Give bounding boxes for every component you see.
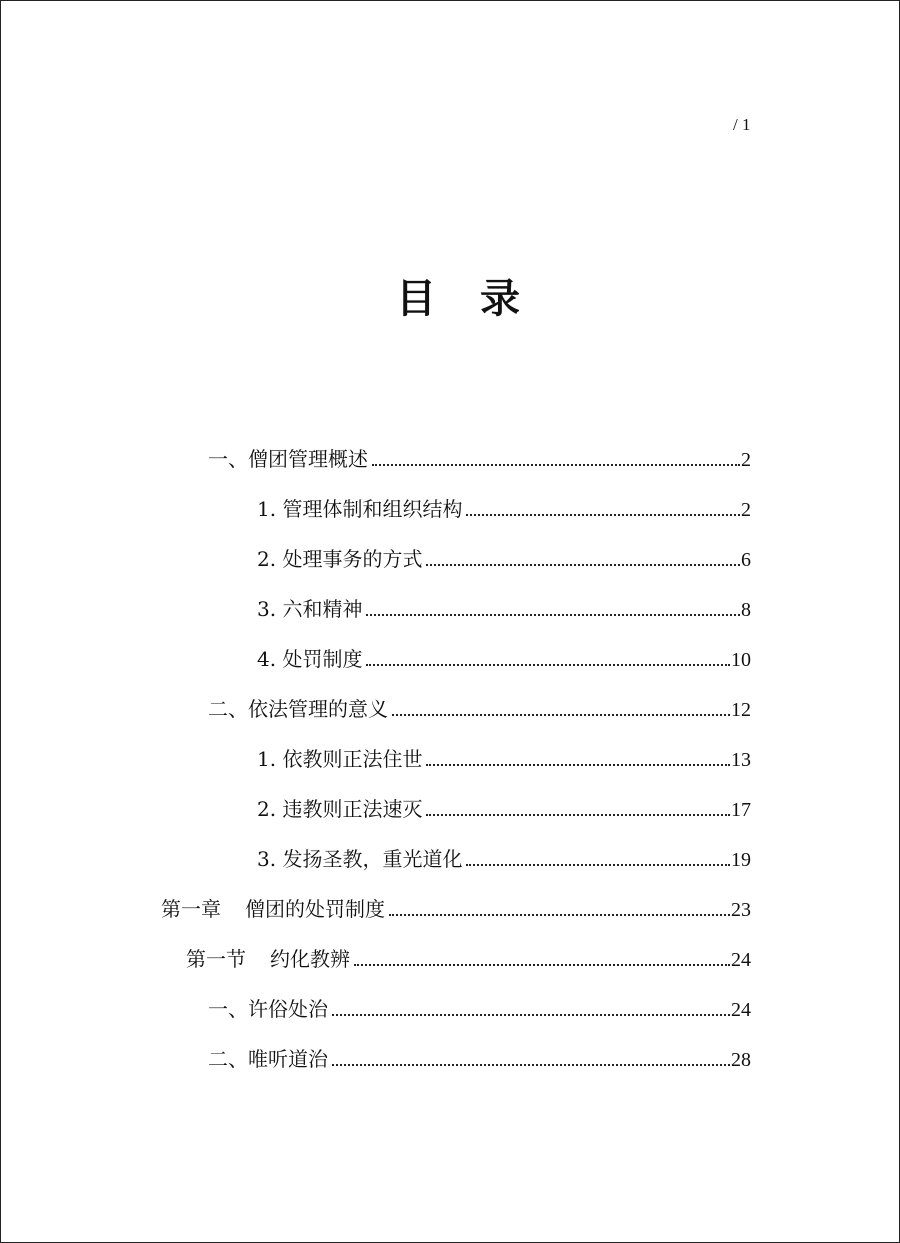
toc-entry-page: 24	[731, 949, 751, 971]
toc-entry-label: 1. 管理体制和组织结构	[257, 497, 463, 521]
toc-entry[interactable]	[208, 694, 751, 724]
toc-title-char-1: 目	[396, 275, 438, 322]
toc-entry-page: 28	[731, 1049, 751, 1071]
toc-entry-label	[186, 944, 354, 974]
dot-leader	[389, 914, 730, 916]
chapter-title: 僧团的处罚制度	[245, 897, 385, 921]
dot-leader	[426, 814, 730, 816]
section-title: 约化教辨	[270, 947, 350, 971]
dot-leader	[466, 514, 740, 516]
toc-entry-page: 8	[741, 599, 751, 621]
toc-entry[interactable]	[257, 744, 751, 774]
toc-entry-page: 17	[731, 799, 751, 821]
toc-entry[interactable]	[257, 644, 751, 674]
toc-entry-page: 24	[731, 999, 751, 1021]
toc-entry-page: 10	[731, 649, 751, 671]
section-number: 第一节	[186, 947, 246, 971]
toc-entry[interactable]	[208, 994, 751, 1024]
toc-entry[interactable]	[208, 444, 751, 474]
toc-entry-page: 12	[731, 699, 751, 721]
toc-entry-page: 6	[741, 549, 751, 571]
toc-entry-label: 3. 发扬圣教，重光道化	[257, 847, 463, 871]
dot-leader	[426, 564, 740, 566]
toc-entry[interactable]	[257, 494, 751, 524]
dot-leader	[466, 864, 730, 866]
toc-title-char-2: 录	[480, 275, 522, 322]
toc-entry-label: 3. 六和精神	[257, 597, 363, 621]
toc-entry-page: 2	[741, 449, 751, 471]
toc-entry-page: 19	[731, 849, 751, 871]
toc-entry-section[interactable]	[186, 944, 751, 974]
page-number: / 1	[733, 115, 751, 134]
toc-entry-label: 2. 处理事务的方式	[257, 547, 423, 571]
dot-leader	[426, 764, 730, 766]
toc-entry[interactable]	[257, 794, 751, 824]
toc-entry-label: 一、许俗处治	[208, 997, 328, 1021]
toc-entry-label: 一、僧团管理概述	[208, 447, 368, 471]
toc-entry-label: 1. 依教则正法住世	[257, 747, 423, 771]
toc-entry-page: 2	[741, 499, 751, 521]
dot-leader	[354, 964, 730, 966]
dot-leader	[366, 614, 740, 616]
toc-entry-label: 4. 处罚制度	[257, 647, 363, 671]
toc-entry[interactable]	[257, 544, 751, 574]
dot-leader	[392, 714, 730, 716]
dot-leader	[366, 664, 730, 666]
toc-entry[interactable]	[257, 594, 751, 624]
dot-leader	[332, 1014, 730, 1016]
toc-entry[interactable]	[257, 844, 751, 874]
toc-entry-label	[161, 894, 389, 924]
toc-entry-page: 13	[731, 749, 751, 771]
toc-entry[interactable]	[208, 1044, 751, 1074]
toc-entry-label: 2. 违教则正法速灭	[257, 797, 423, 821]
dot-leader	[372, 464, 740, 466]
toc-entry-chapter[interactable]	[161, 894, 751, 924]
dot-leader	[332, 1064, 730, 1066]
toc-list	[1, 1, 899, 1242]
toc-entry-label: 二、唯听道治	[208, 1047, 328, 1071]
chapter-number: 第一章	[161, 897, 221, 921]
toc-entry-page: 23	[731, 899, 751, 921]
toc-entry-label: 二、依法管理的意义	[208, 697, 388, 721]
